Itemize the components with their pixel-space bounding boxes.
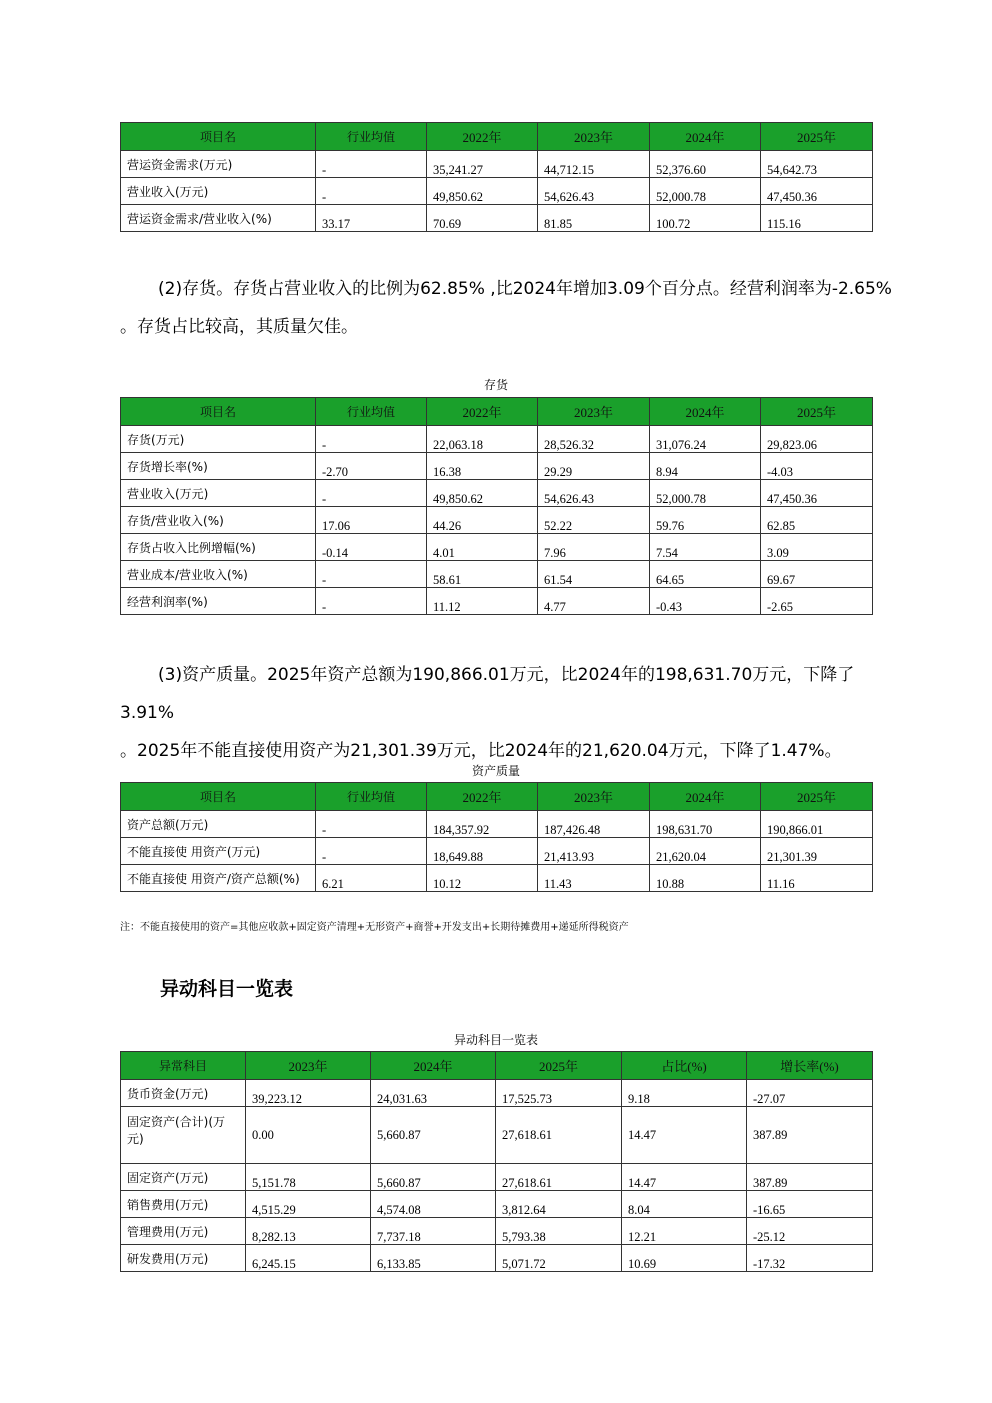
header-cell: 增长率(%) <box>747 1052 873 1080</box>
table-cell: 39,223.12 <box>246 1080 371 1107</box>
table-row <box>121 1191 873 1218</box>
table-cell: 16.38 <box>427 453 538 480</box>
table-cell: 115.16 <box>761 205 873 232</box>
paragraph-line: 。2025年不能直接使用资产为21,301.39万元，比2024年的21,620.04万元，下降了1.47%。 <box>120 741 842 761</box>
table-cell: 22,063.18 <box>427 426 538 453</box>
table-cell: 49,850.62 <box>427 480 538 507</box>
table-cell: -0.14 <box>316 534 427 561</box>
header-cell: 2025年 <box>496 1052 622 1080</box>
header-cell: 2024年 <box>650 398 761 426</box>
table-cell: 69.67 <box>761 561 873 588</box>
table-cell: 387.89 <box>747 1164 873 1191</box>
table-cell: 18,649.88 <box>427 838 538 865</box>
row-label: 不能直接使 用资产/资产总额(%) <box>121 865 316 892</box>
table-cell: 7,737.18 <box>371 1218 496 1245</box>
table-cell: - <box>316 811 427 838</box>
table-cell: 6,245.15 <box>246 1245 371 1272</box>
table-cell: - <box>316 838 427 865</box>
table-row <box>121 561 873 588</box>
header-cell: 项目名 <box>121 783 316 811</box>
table-row <box>121 480 873 507</box>
header-cell: 2022年 <box>427 123 538 151</box>
table-cell: 61.54 <box>538 561 650 588</box>
table-cell: 33.17 <box>316 205 427 232</box>
table-row <box>121 453 873 480</box>
anomaly-table-wrap <box>120 1051 872 1272</box>
table-row <box>121 811 873 838</box>
table-cell: 8.94 <box>650 453 761 480</box>
row-label: 资产总额(万元) <box>121 811 316 838</box>
row-label: 研发费用(万元) <box>121 1245 246 1272</box>
header-cell: 2023年 <box>246 1052 371 1080</box>
header-cell: 2025年 <box>761 123 873 151</box>
section-heading: 异动科目一览表 <box>160 978 294 1000</box>
table-row <box>121 838 873 865</box>
row-label: 固定资产(合计)(万元) <box>121 1107 246 1164</box>
row-label: 不能直接使 用资产(万元) <box>121 838 316 865</box>
table-cell: 44.26 <box>427 507 538 534</box>
table-cell: 5,660.87 <box>371 1107 496 1164</box>
table-row <box>121 178 873 205</box>
table-cell: 47,450.36 <box>761 178 873 205</box>
asset-quality-table <box>120 782 873 892</box>
table-row <box>121 534 873 561</box>
table-cell: 3.09 <box>761 534 873 561</box>
table-cell: 24,031.63 <box>371 1080 496 1107</box>
asset-quality-paragraph <box>120 656 900 770</box>
table-cell: 8.04 <box>622 1191 747 1218</box>
table-cell: 10.69 <box>622 1245 747 1272</box>
table-cell: -0.43 <box>650 588 761 615</box>
working-capital-table-wrap <box>120 122 872 232</box>
table-row <box>121 1164 873 1191</box>
table-cell: 11.43 <box>538 865 650 892</box>
table-row <box>121 507 873 534</box>
table-cell: 62.85 <box>761 507 873 534</box>
table-cell: 52,000.78 <box>650 178 761 205</box>
header-cell: 异常科目 <box>121 1052 246 1080</box>
table-cell: 7.54 <box>650 534 761 561</box>
table-caption: 资产质量 <box>471 764 520 778</box>
table-cell: 100.72 <box>650 205 761 232</box>
table-cell: 49,850.62 <box>427 178 538 205</box>
table-row <box>121 588 873 615</box>
header-cell: 2022年 <box>427 783 538 811</box>
row-label: 营业成本/营业收入(%) <box>121 561 316 588</box>
table-cell: 21,301.39 <box>761 838 873 865</box>
table-cell: - <box>316 480 427 507</box>
table-cell: -2.65 <box>761 588 873 615</box>
row-label: 营业收入(万元) <box>121 480 316 507</box>
table-row <box>121 1245 873 1272</box>
working-capital-table <box>120 122 873 232</box>
table-row <box>121 1107 873 1164</box>
table-cell: 64.65 <box>650 561 761 588</box>
table-cell: 17,525.73 <box>496 1080 622 1107</box>
table-cell: 387.89 <box>747 1107 873 1164</box>
table-cell: 44,712.15 <box>538 151 650 178</box>
row-label: 管理费用(万元) <box>121 1218 246 1245</box>
header-cell: 占比(%) <box>622 1052 747 1080</box>
table-cell: 12.21 <box>622 1218 747 1245</box>
table-cell: 54,626.43 <box>538 178 650 205</box>
table-cell: 47,450.36 <box>761 480 873 507</box>
inventory-table-wrap <box>120 397 872 615</box>
table-cell: - <box>316 151 427 178</box>
table-cell: - <box>316 561 427 588</box>
table-cell: 17.06 <box>316 507 427 534</box>
paragraph-line: (2)存货。存货占营业收入的比例为62.85% ,比2024年增加3.09个百分点。经营利润率为-2.65% <box>158 279 892 299</box>
row-label: 存货占收入比例增幅(%) <box>121 534 316 561</box>
table-cell: 0.00 <box>246 1107 371 1164</box>
table-cell: 6,133.85 <box>371 1245 496 1272</box>
table-cell: 29.29 <box>538 453 650 480</box>
table-row <box>121 865 873 892</box>
row-label: 存货/营业收入(%) <box>121 507 316 534</box>
table-cell: 28,526.32 <box>538 426 650 453</box>
table-row <box>121 151 873 178</box>
table-cell: 81.85 <box>538 205 650 232</box>
header-cell: 项目名 <box>121 398 316 426</box>
table-cell: 14.47 <box>622 1164 747 1191</box>
asset-quality-table-wrap <box>120 782 872 892</box>
table-cell: - <box>316 426 427 453</box>
table-cell: 70.69 <box>427 205 538 232</box>
table-cell: 21,620.04 <box>650 838 761 865</box>
row-label: 存货(万元) <box>121 426 316 453</box>
table-cell: - <box>316 178 427 205</box>
table-cell: 11.12 <box>427 588 538 615</box>
table-cell: 27,618.61 <box>496 1107 622 1164</box>
header-cell: 2024年 <box>371 1052 496 1080</box>
row-label: 营运资金需求(万元) <box>121 151 316 178</box>
table-cell: 198,631.70 <box>650 811 761 838</box>
table-cell: 5,793.38 <box>496 1218 622 1245</box>
table-cell: 31,076.24 <box>650 426 761 453</box>
table-cell: 5,151.78 <box>246 1164 371 1191</box>
table-cell: 184,357.92 <box>427 811 538 838</box>
table-cell: 11.16 <box>761 865 873 892</box>
header-cell: 项目名 <box>121 123 316 151</box>
table-cell: 5,071.72 <box>496 1245 622 1272</box>
table-cell: 29,823.06 <box>761 426 873 453</box>
table-cell: 14.47 <box>622 1107 747 1164</box>
paragraph-line: 。存货占比较高，其质量欠佳。 <box>120 317 358 337</box>
table-cell: -4.03 <box>761 453 873 480</box>
table-cell: -27.07 <box>747 1080 873 1107</box>
table-cell: -25.12 <box>747 1218 873 1245</box>
table-cell: 187,426.48 <box>538 811 650 838</box>
anomaly-table <box>120 1051 873 1272</box>
table-cell: 10.88 <box>650 865 761 892</box>
table-cell: 8,282.13 <box>246 1218 371 1245</box>
row-label: 货币资金(万元) <box>121 1080 246 1107</box>
header-cell: 2023年 <box>538 123 650 151</box>
table-header-row <box>121 123 873 151</box>
table-row <box>121 426 873 453</box>
table-cell: 10.12 <box>427 865 538 892</box>
inventory-paragraph <box>120 270 900 346</box>
table-cell: 9.18 <box>622 1080 747 1107</box>
table-cell: 59.76 <box>650 507 761 534</box>
table-row <box>121 1080 873 1107</box>
footnote: 注：不能直接使用的资产=其他应收款+固定资产清理+无形资产+商誉+开发支出+长期待摊费用+递延所得税资产 <box>120 922 629 933</box>
table-header-row <box>121 398 873 426</box>
row-label: 营业收入(万元) <box>121 178 316 205</box>
table-cell: 3,812.64 <box>496 1191 622 1218</box>
table-row <box>121 1218 873 1245</box>
header-cell: 2023年 <box>538 783 650 811</box>
table-caption: 存货 <box>483 378 508 392</box>
table-cell: 54,626.43 <box>538 480 650 507</box>
header-cell: 行业均值 <box>316 123 427 151</box>
header-cell: 2024年 <box>650 123 761 151</box>
table-cell: - <box>316 588 427 615</box>
header-cell: 2022年 <box>427 398 538 426</box>
inventory-table <box>120 397 873 615</box>
table-cell: 52,376.60 <box>650 151 761 178</box>
header-cell: 行业均值 <box>316 398 427 426</box>
table-cell: 6.21 <box>316 865 427 892</box>
table-cell: 52.22 <box>538 507 650 534</box>
header-cell: 2023年 <box>538 398 650 426</box>
table-cell: -17.32 <box>747 1245 873 1272</box>
header-cell: 行业均值 <box>316 783 427 811</box>
row-label: 营运资金需求/营业收入(%) <box>121 205 316 232</box>
row-label: 经营利润率(%) <box>121 588 316 615</box>
table-cell: 4,515.29 <box>246 1191 371 1218</box>
table-cell: 54,642.73 <box>761 151 873 178</box>
table-cell: 5,660.87 <box>371 1164 496 1191</box>
table-cell: 7.96 <box>538 534 650 561</box>
table-cell: 21,413.93 <box>538 838 650 865</box>
table-header-row <box>121 1052 873 1080</box>
table-cell: 52,000.78 <box>650 480 761 507</box>
table-cell: 190,866.01 <box>761 811 873 838</box>
table-cell: 4.01 <box>427 534 538 561</box>
table-header-row <box>121 783 873 811</box>
table-row <box>121 205 873 232</box>
table-cell: 4,574.08 <box>371 1191 496 1218</box>
header-cell: 2024年 <box>650 783 761 811</box>
table-caption: 异动科目一览表 <box>453 1033 538 1047</box>
paragraph-line: (3)资产质量。2025年资产总额为190,866.01万元，比2024年的198,631.70万元，下降了3.91% <box>120 665 855 723</box>
row-label: 固定资产(万元) <box>121 1164 246 1191</box>
table-cell: 4.77 <box>538 588 650 615</box>
row-label: 存货增长率(%) <box>121 453 316 480</box>
table-cell: -16.65 <box>747 1191 873 1218</box>
header-cell: 2025年 <box>761 398 873 426</box>
header-cell: 2025年 <box>761 783 873 811</box>
table-cell: -2.70 <box>316 453 427 480</box>
table-cell: 35,241.27 <box>427 151 538 178</box>
table-cell: 27,618.61 <box>496 1164 622 1191</box>
table-cell: 58.61 <box>427 561 538 588</box>
row-label: 销售费用(万元) <box>121 1191 246 1218</box>
